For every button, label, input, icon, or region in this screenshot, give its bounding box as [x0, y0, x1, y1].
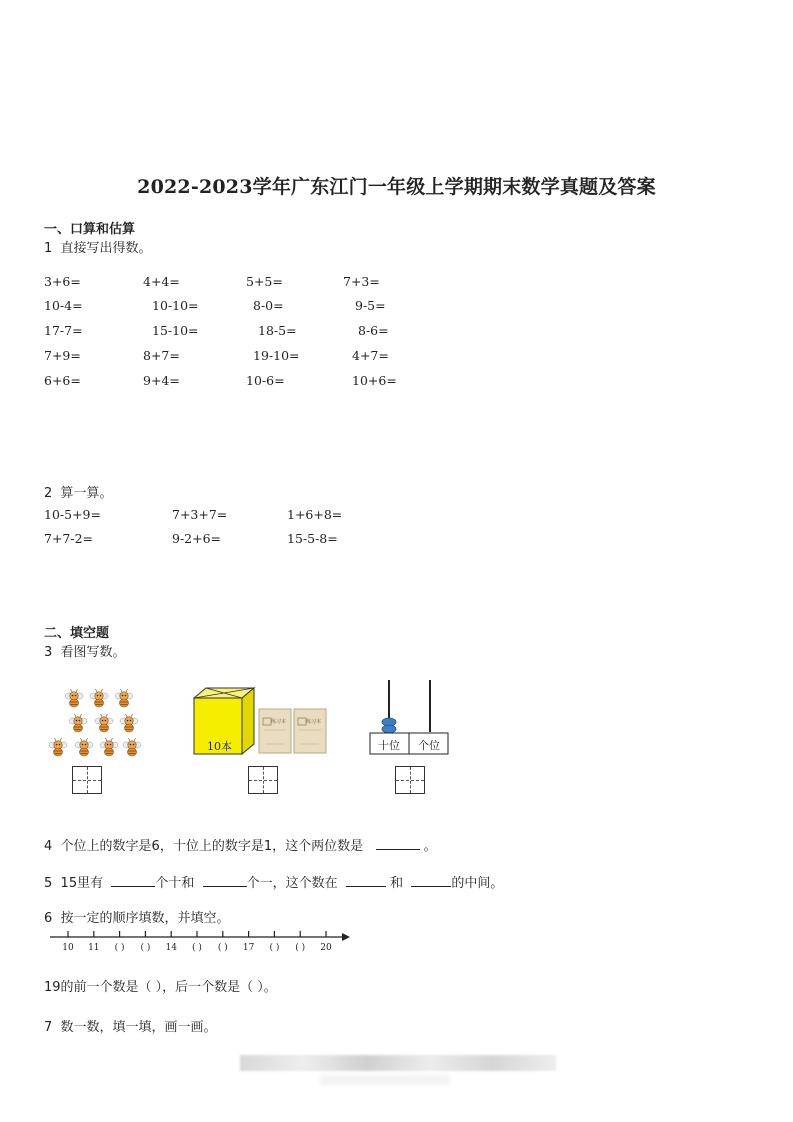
question-number: 5 [44, 876, 53, 891]
question-text: 15里有 [60, 876, 104, 891]
section-heading-2: 二、填空题 [44, 626, 110, 641]
equation-item: 10-5+9= [44, 507, 101, 522]
equation-item: 15-5-8= [287, 531, 338, 546]
bee-icon [64, 688, 84, 708]
question-text: 个十和 [155, 876, 195, 891]
equation-item: 4+7= [352, 348, 389, 363]
answer-blank-tens[interactable] [111, 874, 155, 887]
notebook-label-right: 练习本 [306, 719, 322, 725]
number-line-label: ( ) [217, 943, 228, 953]
answer-box-books[interactable] [248, 766, 278, 794]
bee-icon [119, 713, 139, 733]
number-line-label: ( ) [295, 943, 306, 953]
equation-item: 10+6= [352, 373, 397, 388]
equation-item: 8-6= [358, 323, 389, 338]
bee-icon [74, 737, 94, 757]
question-number: 1 [44, 241, 53, 256]
answer-blank-high[interactable] [411, 874, 451, 887]
equation-item: 7+9= [44, 348, 81, 363]
bee-icon [99, 737, 119, 757]
equation-item: 8-0= [253, 298, 284, 313]
number-line-label: ( ) [114, 943, 125, 953]
question-number: 2 [44, 486, 53, 501]
question-text-end: 。 [423, 839, 437, 854]
answer-blank-ones[interactable] [203, 874, 247, 887]
bee-icon [122, 737, 142, 757]
answer-blank-low[interactable] [346, 874, 386, 887]
equation-item: 19-10= [253, 348, 300, 363]
number-line [48, 928, 354, 954]
equation-item: 9-5= [355, 298, 386, 313]
bee-icon [114, 688, 134, 708]
equation-item: 1+6+8= [287, 507, 343, 522]
question-text: 的中间。 [451, 876, 504, 891]
bee-icon [94, 713, 114, 733]
question-text: 个位上的数字是6，十位上的数字是1，这个两位数是 [60, 839, 364, 854]
number-line-label: ( ) [192, 943, 202, 953]
equation-item: 18-5= [258, 323, 297, 338]
answer-box-abacus[interactable] [395, 766, 425, 794]
notebooks-image [258, 708, 328, 754]
question-number: 4 [44, 839, 53, 854]
answer-box-bees[interactable] [72, 766, 102, 794]
bee-icon [89, 688, 109, 708]
number-line-label: 17 [242, 943, 255, 953]
abacus-tens-label: 十位 [378, 739, 400, 752]
page-title: 2022-2023学年广东江门一年级上学期期末数学真题及答案 [137, 176, 656, 198]
equation-item: 8+7= [143, 348, 180, 363]
question-2 [44, 482, 113, 501]
watermark-blur-secondary [320, 1075, 450, 1085]
question-text: 直接写出得数。 [60, 241, 152, 256]
question-1 [44, 237, 152, 256]
question-number: 3 [44, 645, 53, 660]
equation-item: 10-4= [44, 298, 83, 313]
question-3 [44, 641, 126, 660]
question-text: 个一，这个数在 [246, 876, 338, 891]
question-5 [44, 872, 503, 891]
equation-item: 3+6= [44, 274, 81, 289]
equation-item: 17-7= [44, 323, 83, 338]
question-number: 6 [44, 911, 53, 926]
equation-item: 4+4= [143, 274, 180, 289]
question-7 [44, 1016, 217, 1035]
equation-item: 6+6= [44, 373, 81, 388]
question-text: 数一数，填一填，画一画。 [60, 1020, 217, 1035]
question-6 [44, 907, 230, 926]
equation-item: 7+3+7= [172, 507, 228, 522]
bee-icon [48, 737, 68, 757]
bee-icon [68, 713, 88, 733]
question-6-fill: 19的前一个数是（ ），后一个数是（ ）。 [44, 980, 277, 995]
number-line-label: ( ) [269, 943, 280, 953]
question-text: 按一定的顺序填数，并填空。 [60, 911, 230, 926]
abacus-ones-label: 个位 [418, 739, 440, 752]
equation-item: 10-10= [152, 298, 199, 313]
number-line-label: 14 [165, 943, 177, 953]
equation-item: 15-10= [152, 323, 199, 338]
equation-item: 9-2+6= [172, 531, 222, 546]
question-text: 算一算。 [60, 486, 113, 501]
question-text: 看图写数。 [60, 645, 126, 660]
equation-item: 7+7-2= [44, 531, 94, 546]
number-line-label: ( ) [140, 943, 151, 953]
notebook-label-left: 练习本 [271, 719, 287, 725]
answer-blank[interactable] [376, 837, 420, 850]
equation-item: 10-6= [246, 373, 285, 388]
question-number: 7 [44, 1020, 53, 1035]
watermark-blur [240, 1055, 556, 1071]
crate-label: 10本 [207, 740, 232, 753]
equation-item: 5+5= [246, 274, 283, 289]
question-text: 和 [390, 876, 404, 891]
equation-item: 9+4= [143, 373, 180, 388]
number-line-label: 20 [320, 943, 332, 953]
number-line-label: 11 [88, 943, 100, 953]
equation-item: 7+3= [343, 274, 380, 289]
section-heading-1: 一、口算和估算 [44, 222, 136, 237]
question-4 [44, 835, 437, 854]
number-line-label: 10 [62, 943, 74, 953]
